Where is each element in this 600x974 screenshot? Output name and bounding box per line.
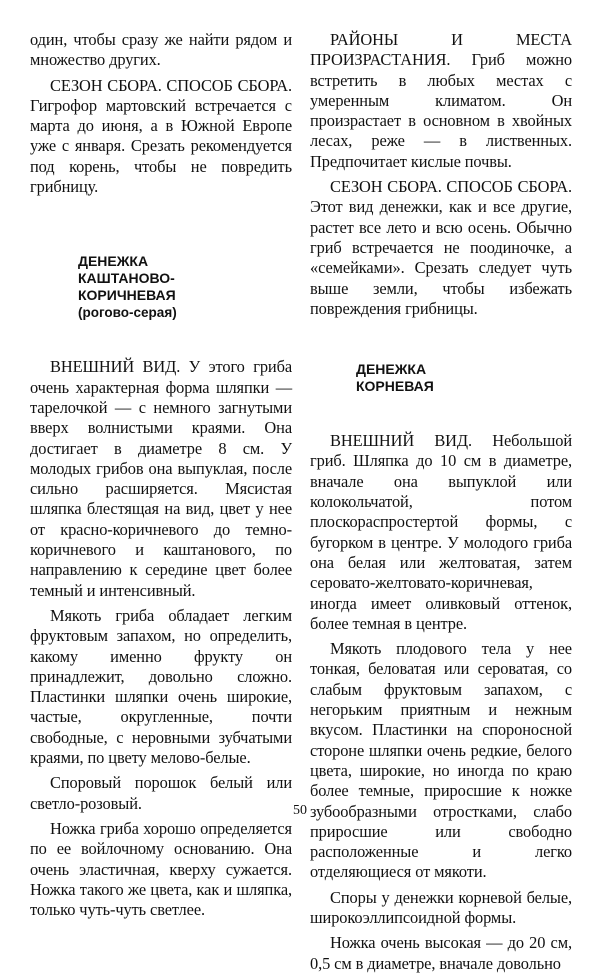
paragraph: Споры у денежки корневой белые, широкоэллипсоидной формы. xyxy=(310,887,572,927)
page-number: 50 xyxy=(293,803,307,818)
paragraph: Споровый порошок белый или светло-розовый. xyxy=(30,773,292,813)
paragraph: ВНЕШНИЙ ВИД. Небольшой гриб. Шляпка до 10 см в диаметре, вначале она выпуклой или колокольчатой, потом плоскораспростертой формы, с бугорком в центре. У молодого гриба она белая или желтоватая, затем серовато-желтовато-коричневая, иногда имеет оливковый оттенок, более темная в центре. xyxy=(310,431,572,633)
heading-line: КОРИЧНЕВАЯ xyxy=(78,287,176,304)
heading-line: ДЕНЕЖКА xyxy=(78,253,149,270)
paragraph: СЕЗОН СБОРА. СПОСОБ СБОРА. Гигрофор мартовский встречается с марта до июня, а в Южной Европе уже с января. Срезать рекомендуется под корень, чтобы не повредить грибницу. xyxy=(30,75,292,197)
heading-subtitle: (рогово-серая) xyxy=(78,305,177,321)
section-heading xyxy=(78,253,292,325)
paragraph: РАЙОНЫ И МЕСТА ПРОИЗРАСТАНИЯ. Гриб можно встретить в любых местах с умеренным климатом. Он произрастает в основном в хвойных лесах, реже — в лиственных. Предпочитает кислые почвы. xyxy=(310,30,572,171)
paragraph: Ножка гриба хорошо определяется по ее войлочному основанию. Она очень эластичная, кверху сужается. Ножка такого же цвета, как и шляпка, только чуть-чуть светлее. xyxy=(30,818,292,920)
heading-line: ДЕНЕЖКА xyxy=(356,361,427,378)
paragraph: Ножка очень высокая — до 20 см, 0,5 см в диаметре, вначале довольно xyxy=(310,933,572,973)
heading-line: КОРНЕВАЯ xyxy=(356,378,434,395)
paragraph: СЕЗОН СБОРА. СПОСОБ СБОРА. Этот вид денежки, как и все другие, растет все лето и всю осень. Обычно гриб встречается не поодиночке, а «семейками». Срезать следует чуть выше земли, чтобы избежать повреждения грибницы. xyxy=(310,177,572,318)
paragraph: ВНЕШНИЙ ВИД. У этого гриба очень характерная форма шляпки — тарелочкой — с немного загнутыми вверх волнистыми краями. Она достигает в диаметре 8 см. У молодых грибов она выпуклая, после сильно расширяется. Мясистая шляпка блестящая на вид, цвет у нее от красно-коричневого до темно-коричневого и каштанового, по направлению к середине цвет более темный и интенсивный. xyxy=(30,357,292,600)
heading-line: КАШТАНОВО- xyxy=(78,270,175,287)
right-column xyxy=(310,30,572,974)
left-column xyxy=(30,30,292,920)
paragraph: Мякоть гриба обладает легким фруктовым запахом, но определить, какому именно фрукту он принадлежит, довольно сложно. Пластинки шляпки очень широкие, частые, округленные, почти свободные, с неровными зубчатыми краями, по цвету мелово-белые. xyxy=(30,605,292,768)
paragraph: Мякоть плодового тела у нее тонкая, беловатая или сероватая, со слабым фруктовым запахом, с негорьким приятным и нежным вкусом. Пластинки на спороносной стороне шляпки очень редкие, белого цвета, широкие, но иногда по краю более темные, приросшие к ножке зубообразными отростками, слабо приросшие или свободно расположенные и легко отделяющиеся от мякоти. xyxy=(310,639,572,882)
section-heading xyxy=(356,361,572,401)
paragraph: один, чтобы сразу же найти рядом и множество других. xyxy=(30,30,292,70)
